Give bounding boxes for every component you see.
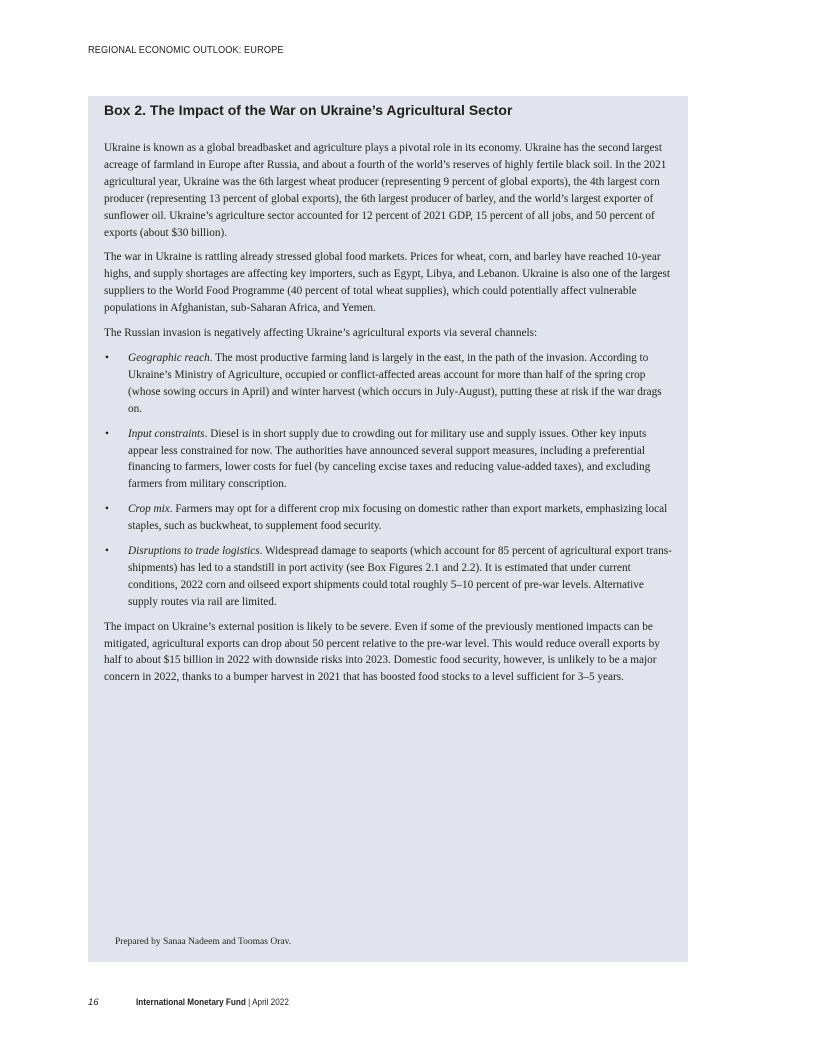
channels-bullet-list: [104, 350, 673, 611]
running-header-title: REGIONAL ECONOMIC OUTLOOK: EUROPE: [88, 44, 284, 56]
bullet-text: . Widespread damage to seaports (which account for 85 percent of agricultural export trans-shipments) has led to a standstill in port activity (see Box Figures 2.1 and 2.2). It is estimated that under current conditions, 2022 corn and oilseed export shipments could total roughly 5–10 percent of pre-war levels. Alternative supply routes via rail are limited.: [128, 545, 672, 608]
bullet-marker: •: [105, 351, 109, 364]
box-body: [104, 140, 673, 694]
bullet-item-crop-mix: [104, 501, 673, 535]
bullet-item-trade-logistics: [104, 543, 673, 611]
footer-separator: |: [245, 997, 253, 1008]
bullet-item-input-constraints: [104, 426, 673, 494]
box-title: Box 2. The Impact of the War on Ukraine’s Agricultural Sector: [104, 102, 513, 118]
paragraph-food-markets: The war in Ukraine is rattling already stressed global food markets. Prices for wheat, corn, and barley have reached 10-year highs, and supply shortages are affecting key importers, such as Egypt, Libya, and Lebanon. Ukraine is also one of the largest suppliers to the World Food Programme (40 percent of total wheat supplies), which could potentially affect vulnerable populations in Afghanistan, sub-Saharan Africa, and Yemen.: [104, 251, 670, 315]
footer-date: April 2022: [252, 997, 289, 1008]
bullet-term: Crop mix: [128, 503, 170, 516]
bullet-term: Input constraints: [128, 427, 205, 440]
page-number: 16: [88, 997, 99, 1008]
prepared-by-note: Prepared by Sanaa Nadeem and Toomas Orav.: [115, 937, 292, 947]
box-panel: [88, 96, 688, 962]
paragraph-channels-lead: The Russian invasion is negatively affecting Ukraine’s agricultural exports via several channels:: [104, 327, 538, 340]
bullet-marker: •: [105, 503, 109, 516]
bullet-term: Disruptions to trade logistics: [128, 545, 260, 558]
bullet-item-geographic-reach: [104, 350, 673, 418]
bullet-marker: •: [105, 545, 109, 558]
bullet-text: . Diesel is in short supply due to crowding out for military use and supply issues. Other key inputs appear less constrained for now. The authorities have announced several support measures, including a preferential financing to farmers, lower costs for fuel (by canceling excise taxes and reducing value-added taxes), and excluding farmers from military conscription.: [128, 427, 651, 491]
paragraph-intro: Ukraine is known as a global breadbasket and agriculture plays a pivotal role in its economy. Ukraine has the second largest acreage of farmland in Europe after Russia, and about a fourth of the world’s reserves of highly fertile black soil. In the 2021 agricultural year, Ukraine was the 6th largest wheat producer (representing 9 percent of global exports), the 4th largest corn producer (representing 13 percent of global exports), the 6th largest producer of barley, and the world’s largest exporter of sunflower oil. Ukraine’s agriculture sector accounted for 12 percent of 2021 GDP, 15 percent of all jobs, and 50 percent of exports (about $30 billion).: [104, 142, 667, 239]
bullet-marker: •: [105, 427, 109, 440]
bullet-text: . The most productive farming land is largely in the east, in the path of the invasion. According to Ukraine’s Ministry of Agriculture, occupied or conflict-affected areas account for more than half of the spring crop (whose sowing occurs in April) and winter harvest (which occurs in July-August), putting these at risk if the war drags on.: [128, 351, 662, 415]
paragraph-external-impact: The impact on Ukraine’s external position is likely to be severe. Even if some of the previously mentioned impacts can be mitigated, agricultural exports can drop about 50 percent relative to the pre-war level. This would reduce overall exports by half to about $15 billion in 2022 with downside risks into 2023. Domestic food security, however, is unlikely to be a major concern in 2022, thanks to a bumper harvest in 2021 that has boosted food stocks to a level sufficient for 3–5 years.: [104, 620, 660, 684]
bullet-term: Geographic reach: [128, 351, 210, 364]
footer-publisher: [136, 997, 289, 1008]
bullet-text: . Farmers may opt for a different crop mix focusing on domestic rather than export markets, emphasizing local staples, such as buckwheat, to supplement food security.: [128, 503, 668, 533]
footer-organization: International Monetary Fund: [136, 997, 246, 1008]
